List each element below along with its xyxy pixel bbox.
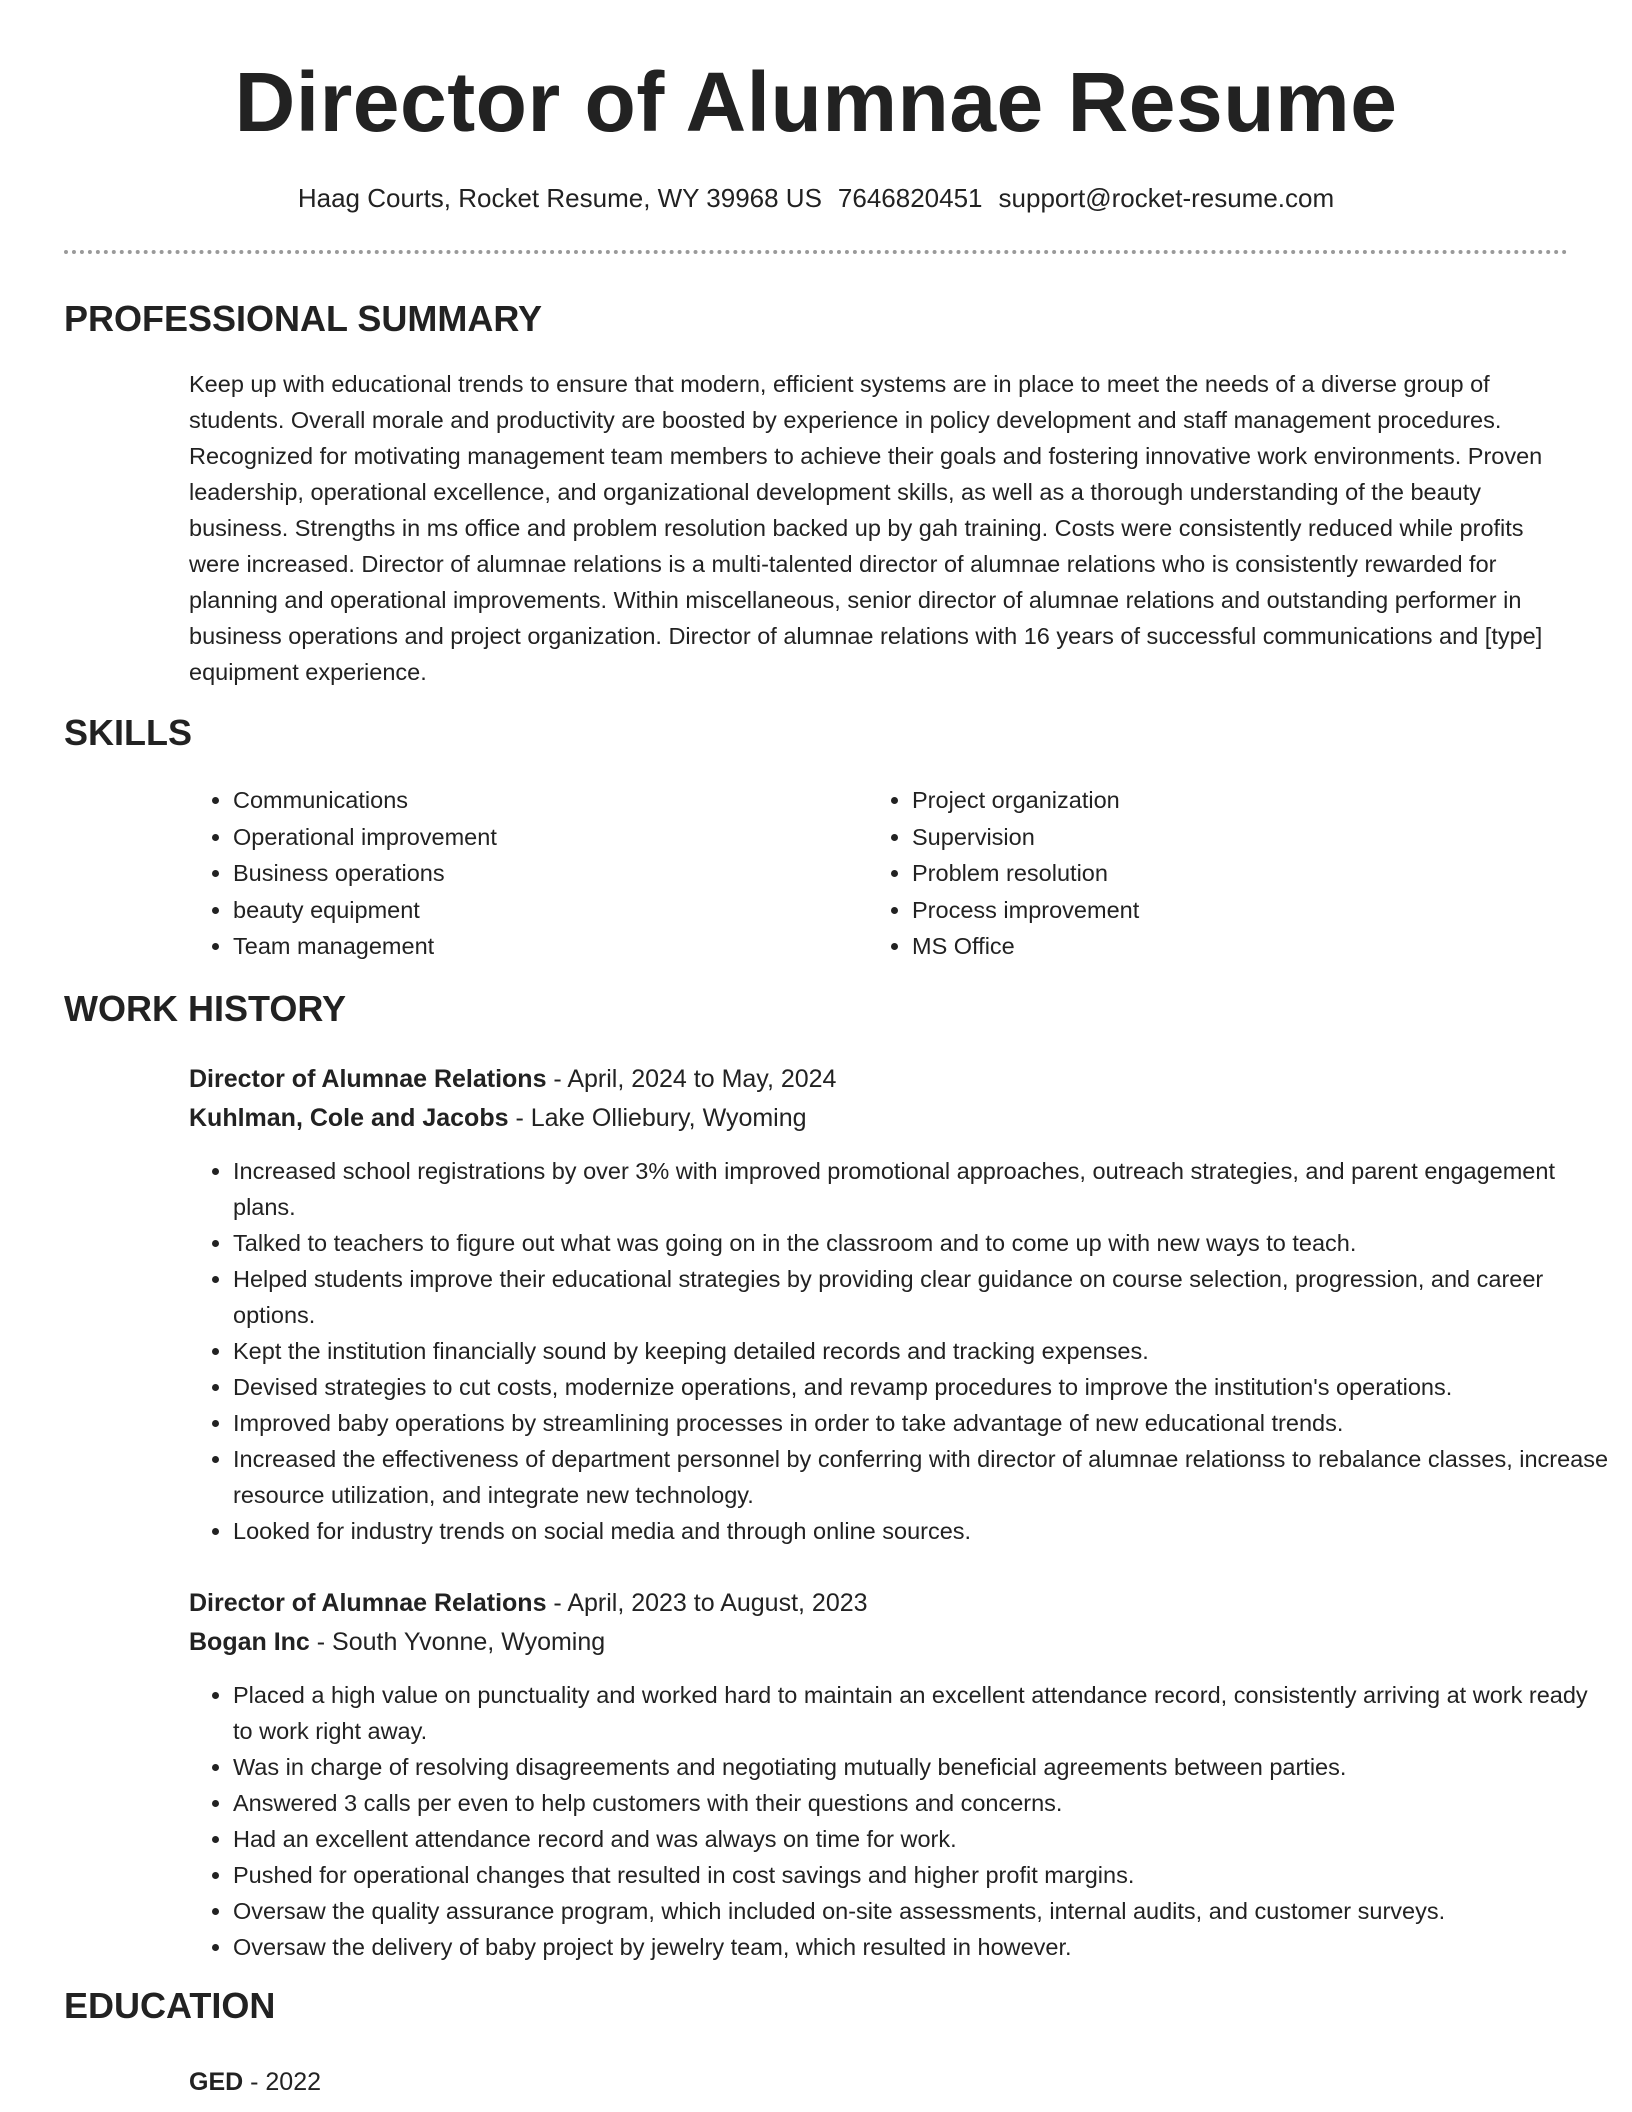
education-year: - 2022 — [243, 2068, 322, 2096]
education-degree: GED — [189, 2068, 244, 2096]
job-bullets — [189, 1677, 1613, 1965]
contact-line — [0, 180, 1632, 216]
education-line — [189, 2065, 321, 2099]
skill-item: • Business operations — [233, 855, 497, 892]
job-bullet: • Oversaw the delivery of baby project by jewelry team, which resulted in however. — [233, 1929, 1613, 1965]
job-bullet: • Helped students improve their educational strategies by providing clear guidance on course selection, progression, and career options. — [233, 1261, 1613, 1333]
summary-heading: PROFESSIONAL SUMMARY — [64, 298, 543, 339]
job-company-line — [189, 1625, 605, 1659]
job-bullet: • Kept the institution financially sound by keeping detailed records and tracking expenses. — [233, 1333, 1613, 1369]
job-bullet: • Had an excellent attendance record and was always on time for work. — [233, 1821, 1613, 1857]
job-title: Director of Alumnae Relations — [189, 1589, 547, 1617]
contact-email[interactable]: support@rocket-resume.com — [998, 183, 1335, 213]
job-bullet: • Was in charge of resolving disagreements and negotiating mutually beneficial agreements between parties. — [233, 1749, 1613, 1785]
contact-phone: 7646820451 — [837, 183, 983, 213]
job-title-line — [189, 1586, 868, 1620]
job-bullet: • Placed a high value on punctuality and worked hard to maintain an excellent attendance record, consistently arriving at work ready to work right away. — [233, 1677, 1613, 1749]
header-divider — [64, 250, 1568, 254]
job-bullet: • Increased the effectiveness of department personnel by conferring with director of alumnae relationss to rebalance classes, increase resource utilization, and integrate new technology. — [233, 1441, 1613, 1513]
job-bullets — [189, 1153, 1613, 1549]
job-bullet: • Talked to teachers to figure out what was going on in the classroom and to come up with new ways to teach. — [233, 1225, 1613, 1261]
skills-list-left — [189, 782, 497, 965]
job-location: - South Yvonne, Wyoming — [309, 1628, 606, 1656]
job-company-line — [189, 1101, 807, 1135]
skill-item: • Operational improvement — [233, 819, 497, 856]
summary-text: Keep up with educational trends to ensure that modern, efficient systems are in place to meet the needs of a diverse group of students. Overall morale and productivity are boosted by experience in policy development and staff management procedures. Recognized for motivating management team members to achieve their goals and fostering innovative work environments. Proven leadership, operational excellence, and organizational development skills, as well as a thorough understanding of the beauty business. Strengths in ms office and problem resolution backed up by gah training. Costs were consistently reduced while profits were increased. Director of alumnae relations is a multi-talented director of alumnae relations who is consistently rewarded for planning and operational improvements. Within miscellaneous, senior director of alumnae relations and outstanding performer in business operations and project organization. Director of alumnae relations with 16 years of successful communications and [type] equipment experience. — [189, 371, 1543, 685]
job-title-line — [189, 1062, 836, 1096]
job-bullet: • Pushed for operational changes that resulted in cost savings and higher profit margins. — [233, 1857, 1613, 1893]
skill-item: • Project organization — [912, 782, 1139, 819]
job-bullet: • Looked for industry trends on social media and through online sources. — [233, 1513, 1613, 1549]
skills-list-right — [868, 782, 1139, 965]
job-bullet: • Oversaw the quality assurance program, which included on-site assessments, internal audits, and customer surveys. — [233, 1893, 1613, 1929]
skill-item: • Problem resolution — [912, 855, 1139, 892]
skills-heading: SKILLS — [64, 712, 193, 753]
skill-item: • Process improvement — [912, 892, 1139, 929]
skill-item: • beauty equipment — [233, 892, 497, 929]
job-bullet: • Answered 3 calls per even to help customers with their questions and concerns. — [233, 1785, 1613, 1821]
skill-item: • Team management — [233, 928, 497, 965]
skill-item: • MS Office — [912, 928, 1139, 965]
resume-title: Director of Alumnae Resume — [234, 55, 1398, 149]
skill-item: • Supervision — [912, 819, 1139, 856]
job-title: Director of Alumnae Relations — [189, 1065, 547, 1093]
skill-item: • Communications — [233, 782, 497, 819]
job-bullet: • Devised strategies to cut costs, modernize operations, and revamp procedures to improve the institution's operations. — [233, 1369, 1613, 1405]
job-company: Bogan Inc — [189, 1628, 310, 1656]
job-dates: - April, 2023 to August, 2023 — [546, 1589, 868, 1617]
job-company: Kuhlman, Cole and Jacobs — [189, 1104, 509, 1132]
job-location: - Lake Olliebury, Wyoming — [508, 1104, 807, 1132]
work-history-heading: WORK HISTORY — [64, 988, 347, 1029]
job-bullet: • Improved baby operations by streamlining processes in order to take advantage of new educational trends. — [233, 1405, 1613, 1441]
job-dates: - April, 2024 to May, 2024 — [546, 1065, 837, 1093]
education-heading: EDUCATION — [64, 1985, 276, 2026]
contact-address: Haag Courts, Rocket Resume, WY 39968 US — [297, 183, 822, 213]
job-bullet: • Increased school registrations by over 3% with improved promotional approaches, outreach strategies, and parent engagement plans. — [233, 1153, 1613, 1225]
